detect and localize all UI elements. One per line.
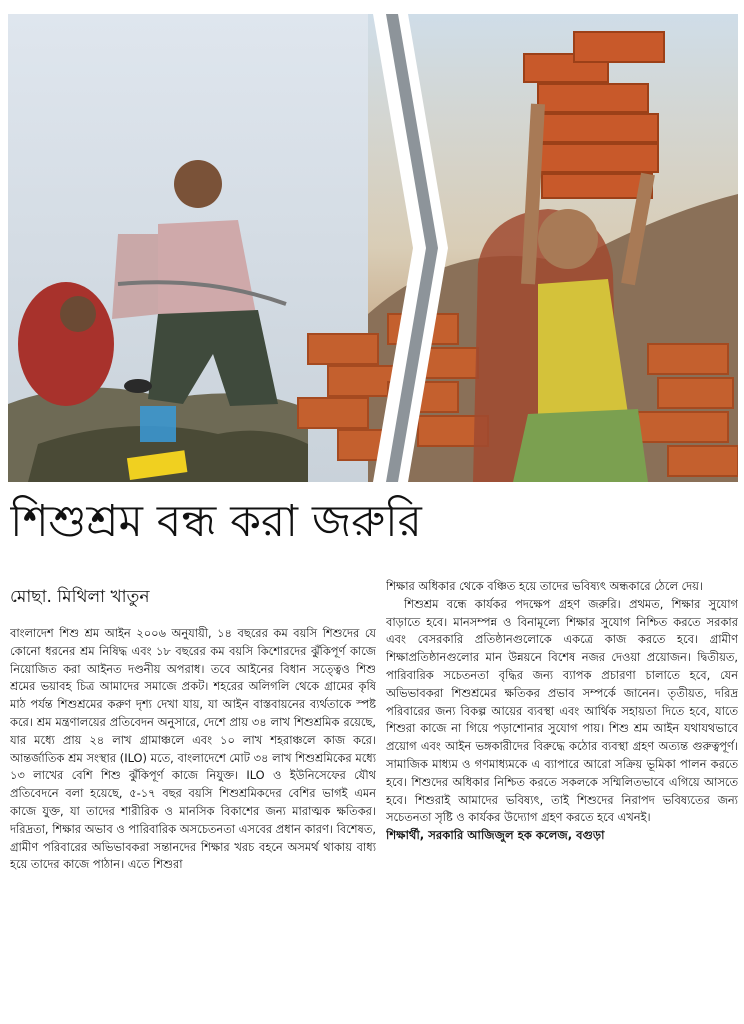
author-byline: মোছা. মিথিলা খাতুন xyxy=(10,587,150,607)
article-paragraph: বাংলাদেশ শিশু শ্রম আইন ২০০৬ অনুযায়ী, ১৪ বছরের কম বয়সি শিশুদের যে কোনো ধরনের শ্রম নিষিদ্ধ এবং ১৮ বছরের কম বয়সি কিশোরদের ঝুঁকিপূর্ণ কাজে নিয়োজিত করা আইনত দণ্ডনীয় অপরাধ। তবে আইনের বিধান সত্ত্বেও শিশু শ্রমের ভয়াবহ চিত্র আমাদের সমাজে প্রকট। শহরের অলিগলি থেকে গ্রামের কৃষি মাঠ পর্যন্ত শিশুশ্রমের করুণ দৃশ্য দেখা যায়, যা আইন বাস্তবায়নের ব্যর্থতাকে স্পষ্ট করে। শ্রম মন্ত্রণালয়ের প্রতিবেদন অনুসারে, দেশে প্রায় ৩৪ লাখ শিশুশ্রমিক রয়েছে, যার মধ্যে প্রায় ২৪ লাখ গ্রামাঞ্চলে এবং ১০ লাখ শহরাঞ্চলে কাজ করে। আন্তর্জাতিক শ্রম সংস্থার (ILO) মতে, বাংলাদেশে মোট ৩৪ লাখ শিশুশ্রমিকের মধ্যে ১৩ লাখের বেশি শিশু ঝুঁকিপূর্ণ কাজে নিযুক্ত। ILO ও ইউনিসেফের যৌথ প্রতিবেদনে বলা হয়েছে, ৫-১৭ বছর বয়সি শিশুশ্রমিকদের বেশির ভাগই এমন কাজে যুক্ত, যা তাদের শারীরিক ও মানসিক বিকাশের জন্য মারাত্মক ক্ষতিকর। দরিদ্রতা, শিক্ষার অভাব ও পারিবারিক অসচেতনতা এসবের প্রধান কারণ। বিশেষত, গ্রামীণ পরিবারের অভিভাবকরা সন্তানদের শিক্ষার খরচ বহনে অসমর্থ থাকায় বাধ্য হয়ে তাদের কাজে পাঠান। এতে শিশুরা xyxy=(10,626,376,872)
article-column-right xyxy=(386,578,738,1020)
article-paragraph: শিশুশ্রম বন্ধে কার্যকর পদক্ষেপ গ্রহণ জরুরি। প্রথমত, শিক্ষার সুযোগ বাড়াতে হবে। মানসম্পন্ন ও বিনামূল্যে শিক্ষার সুযোগ নিশ্চিত করতে সরকার এবং বেসরকারি প্রতিষ্ঠানগুলোকে একত্রে কাজ করতে হবে। গ্রামীণ শিক্ষাপ্রতিষ্ঠানগুলোর মান উন্নয়নে বিশেষ নজর দেওয়া প্রয়োজন। দ্বিতীয়ত, পারিবারিক সচেতনতা বৃদ্ধির জন্য ব্যাপক প্রচারণা চালাতে হবে, যেন অভিভাবকরা শিশুশ্রমের ক্ষতিকর প্রভাব সম্পর্কে জানেন। তৃতীয়ত, দরিদ্র পরিবারের জন্য বিকল্প আয়ের ব্যবস্থা এবং আর্থিক সহায়তা দিতে হবে, যাতে শিশুরা কাজে না গিয়ে পড়াশোনার সুযোগ পায়। শিশু শ্রম আইন যথাযথভাবে প্রয়োগ এবং আইন ভঙ্গকারীদের বিরুদ্ধে কঠোর ব্যবস্থা গ্রহণ অত্যন্ত গুরুত্বপূর্ণ। সামাজিক মাধ্যম ও গণমাধ্যমকে এ ব্যাপারে আরো সক্রিয় ভূমিকা পালন করতে হবে। শিশুদের অধিকার নিশ্চিত করতে সকলকে সম্মিলিতভাবে এগিয়ে আসতে হবে। শিশুরাই আমাদের ভবিষ্যৎ, তাই শিশুদের নিরাপদ ভবিষ্যতের জন্য সচেতনতা সৃষ্টি ও কার্যকর উদ্যোগ গ্রহণ করতে হবে এখনই। xyxy=(386,596,738,825)
header-photo-collage xyxy=(8,14,738,482)
article-column-left xyxy=(10,625,376,1020)
article-paragraph-continuation: শিক্ষার অধিকার থেকে বঞ্চিত হয়ে তাদের ভবিষ্যৎ অন্ধকারে ঠেলে দেয়। xyxy=(386,579,703,593)
author-credit: শিক্ষার্থী, সরকারি আজিজুল হক কলেজ, বগুড়া xyxy=(386,828,605,843)
child-labor-photo-illustration xyxy=(8,14,738,482)
headline: শিশুশ্রম বন্ধ করা জরুরি xyxy=(10,496,422,547)
